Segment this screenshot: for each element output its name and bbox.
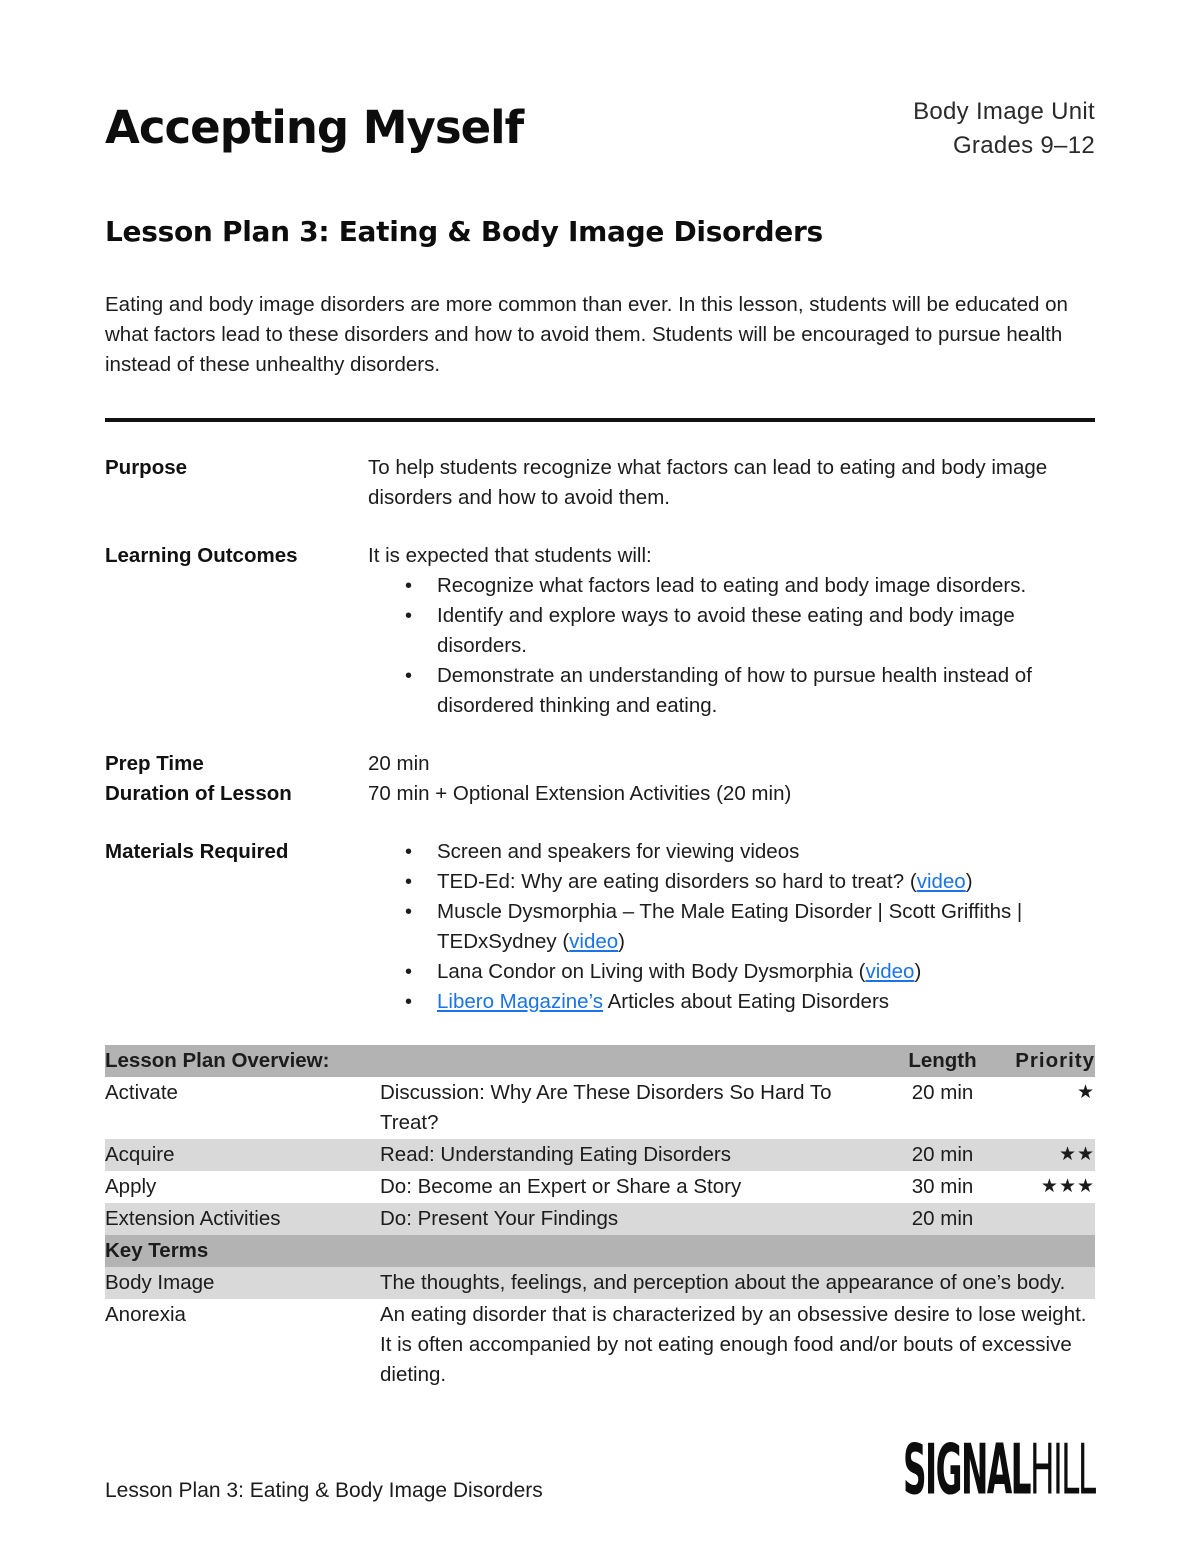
material-item <box>368 957 1068 987</box>
key-terms-header: Key Terms <box>105 1235 1095 1267</box>
length-cell: 20 min <box>885 1139 1000 1171</box>
term-cell: Anorexia <box>105 1303 186 1326</box>
description-cell: Do: Present Your Findings <box>380 1203 885 1235</box>
description-cell: Do: Become an Expert or Share a Story <box>380 1175 742 1198</box>
materials-content <box>368 837 1068 1017</box>
overview-header-row <box>105 1045 1095 1077</box>
material-item <box>368 837 1068 867</box>
priority-stars: ★★ <box>1000 1139 1095 1171</box>
outcomes-list <box>368 571 1068 721</box>
term-cell: Body Image <box>105 1267 380 1299</box>
material-item <box>368 987 1068 1017</box>
section-divider <box>105 418 1095 422</box>
activity-cell: Activate <box>105 1081 178 1104</box>
lesson-plan-overview-table <box>105 1045 1095 1391</box>
document-header <box>105 95 1095 163</box>
priority-stars: ★★★ <box>1040 1176 1096 1197</box>
material-text: ) <box>965 870 973 893</box>
logo-signal-text: SIGNAL <box>903 1429 1031 1511</box>
logo-hill-text: HILL <box>1030 1429 1095 1511</box>
purpose-label: Purpose <box>105 456 188 479</box>
purpose-text: To help students recognize what factors can lead to eating and body image disorders and how to avoid them. <box>368 456 1048 509</box>
length-cell: 20 min <box>885 1203 1000 1235</box>
lesson-intro-paragraph: Eating and body image disorders are more common than ever. In this lesson, students will be educated on what factors lead to these disorders and how to avoid them. Students will be encouraged to pursue health instead of these unhealthy disorders. <box>105 293 1068 376</box>
unit-info <box>913 95 1095 163</box>
description-cell: Discussion: Why Are These Disorders So Hard To Treat? <box>380 1081 832 1134</box>
priority-stars <box>1000 1203 1095 1235</box>
footer-lesson-title: Lesson Plan 3: Eating & Body Image Disorders <box>105 1479 543 1502</box>
description-cell: Read: Understanding Eating Disorders <box>380 1139 885 1171</box>
priority-stars: ★ <box>1076 1082 1096 1103</box>
activity-cell: Extension Activities <box>105 1203 380 1235</box>
page-footer <box>105 1429 1095 1515</box>
material-text: Muscle Dysmorphia – The Male Eating Disorder | Scott Griffiths | TEDxSydney ( <box>437 900 1023 953</box>
table-row <box>105 1139 1095 1171</box>
overview-title: Lesson Plan Overview: <box>105 1045 885 1077</box>
unit-grades: Grades 9–12 <box>952 132 1095 159</box>
learning-outcomes-label: Learning Outcomes <box>105 544 298 567</box>
material-text: Articles about Eating Disorders <box>603 990 890 1013</box>
material-item <box>368 897 1068 957</box>
key-term-row <box>105 1267 1095 1299</box>
material-text: ) <box>914 960 922 983</box>
table-row <box>105 1171 1095 1203</box>
video-link[interactable]: video <box>569 930 619 953</box>
material-text: ) <box>618 930 625 953</box>
prep-time-label: Prep Time <box>105 752 204 775</box>
libero-magazine-link[interactable]: Libero Magazine’s <box>437 990 604 1013</box>
activity-cell: Acquire <box>105 1139 380 1171</box>
material-item <box>368 867 1068 897</box>
length-cell: 20 min <box>911 1081 974 1104</box>
outcome-item: • Identify and explore ways to avoid these eating and body image disorders. <box>368 601 1068 661</box>
key-terms-header-row <box>105 1235 1095 1267</box>
table-row <box>105 1203 1095 1235</box>
prep-time-value: 20 min <box>368 752 430 775</box>
purpose-row <box>105 453 1095 513</box>
material-text: TED-Ed: Why are eating disorders so hard to treat? ( <box>437 870 917 893</box>
outcomes-intro: It is expected that students will: <box>368 544 652 567</box>
definition-cell: The thoughts, feelings, and perception about the appearance of one’s body. <box>380 1267 1095 1299</box>
learning-outcomes-row <box>105 541 1095 721</box>
unit-name: Body Image Unit <box>913 98 1095 125</box>
materials-row <box>105 837 1095 1017</box>
document-title: Accepting Myself <box>105 101 524 154</box>
activity-cell: Apply <box>105 1175 157 1198</box>
duration-value: 70 min + Optional Extension Activities (20 min) <box>368 782 792 805</box>
signalhill-logo <box>903 1429 1095 1515</box>
lesson-plan-title: Lesson Plan 3: Eating & Body Image Disorders <box>105 215 823 248</box>
video-link[interactable]: video <box>916 870 966 893</box>
prep-time-row <box>105 749 1095 779</box>
video-link[interactable]: video <box>865 960 915 983</box>
definition-cell: An eating disorder that is characterized by an obsessive desire to lose weight. It is often accompanied by not eating enough food and/or bouts of excessive dieting. <box>380 1303 1087 1386</box>
duration-label: Duration of Lesson <box>105 782 292 805</box>
materials-label: Materials Required <box>105 840 289 863</box>
table-row <box>105 1077 1095 1139</box>
lesson-details <box>105 453 1095 1017</box>
spacer <box>105 721 1095 749</box>
materials-list <box>368 837 1068 1017</box>
length-header: Length <box>885 1045 1000 1077</box>
material-text: Lana Condor on Living with Body Dysmorphia ( <box>437 960 866 983</box>
priority-header: Priority <box>1000 1045 1095 1077</box>
learning-outcomes-content <box>368 541 1068 721</box>
material-text: Screen and speakers for viewing videos <box>437 840 800 863</box>
outcome-item: • Demonstrate an understanding of how to pursue health instead of disordered thinking and eating. <box>368 661 1068 721</box>
duration-row <box>105 779 1095 809</box>
spacer <box>105 809 1095 837</box>
spacer <box>105 513 1095 541</box>
length-cell: 30 min <box>911 1175 974 1198</box>
key-term-row <box>105 1299 1095 1391</box>
outcome-item: • Recognize what factors lead to eating and body image disorders. <box>368 571 1068 601</box>
